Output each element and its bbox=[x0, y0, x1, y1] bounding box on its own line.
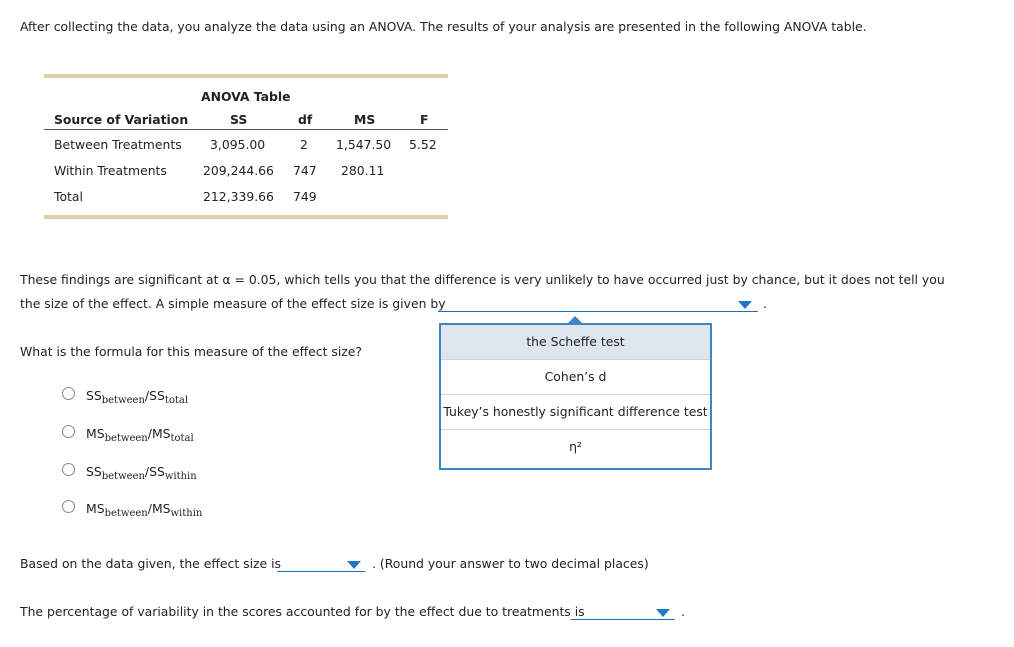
effect-size-label: Based on the data given, the effect size is bbox=[20, 556, 281, 571]
header-df: df bbox=[298, 112, 313, 127]
row-df: 2 bbox=[300, 137, 308, 152]
option-cohens-d[interactable]: Cohen’s d bbox=[441, 360, 710, 395]
header-underline bbox=[44, 129, 448, 130]
intro-text: After collecting the data, you analyze the data using an ANOVA. The results of your analysis are presented in the following ANOVA table. bbox=[20, 19, 867, 34]
header-ss: SS bbox=[230, 112, 248, 127]
formula-label-2: $MS_{between}/MS_{total}$ bbox=[86, 426, 194, 444]
anova-table bbox=[44, 74, 448, 220]
formula-label-3: $SS_{between}/SS_{within}$ bbox=[86, 464, 197, 482]
radio-formula-1[interactable] bbox=[62, 387, 75, 400]
table-title: ANOVA Table bbox=[201, 89, 291, 104]
findings-text-line1: These findings are significant at α = 0.05, which tells you that the difference is very unlikely to have occurred just by chance, but it does not tell you bbox=[20, 272, 945, 287]
findings-text-line2: the size of the effect. A simple measure of the effect size is given by bbox=[20, 296, 446, 311]
row-ss: 3,095.00 bbox=[210, 137, 266, 152]
row-ms: 1,547.50 bbox=[336, 137, 392, 152]
option-tukey-hsd[interactable]: Tukey’s honestly significant difference test bbox=[441, 395, 710, 430]
radio-formula-2[interactable] bbox=[62, 425, 75, 438]
chevron-down-icon[interactable] bbox=[347, 561, 361, 569]
header-f: F bbox=[420, 112, 429, 127]
option-eta-squared[interactable]: η² bbox=[569, 439, 582, 454]
row-source: Within Treatments bbox=[54, 163, 167, 178]
row-ss: 212,339.66 bbox=[203, 189, 274, 204]
percentage-select[interactable] bbox=[571, 605, 675, 620]
table-bottom-rule bbox=[44, 215, 448, 219]
chevron-down-icon[interactable] bbox=[656, 609, 670, 617]
period: . bbox=[763, 296, 767, 311]
effect-size-select[interactable] bbox=[277, 557, 365, 572]
row-df: 747 bbox=[293, 163, 317, 178]
row-source: Between Treatments bbox=[54, 137, 182, 152]
formula-question: What is the formula for this measure of the effect size? bbox=[20, 344, 362, 359]
formula-label-4: $MS_{between}/MS_{within}$ bbox=[86, 501, 203, 519]
radio-formula-4[interactable] bbox=[62, 500, 75, 513]
period: . bbox=[681, 604, 685, 619]
chevron-down-icon[interactable] bbox=[738, 301, 752, 309]
row-ms: 280.11 bbox=[341, 163, 385, 178]
header-ms: MS bbox=[354, 112, 376, 127]
effect-measure-select[interactable] bbox=[438, 297, 758, 312]
rounding-note: . (Round your answer to two decimal places) bbox=[372, 556, 649, 571]
header-source: Source of Variation bbox=[54, 112, 189, 127]
table-top-rule bbox=[44, 74, 448, 78]
percentage-label: The percentage of variability in the scores accounted for by the effect due to treatments is bbox=[20, 604, 585, 619]
row-ss: 209,244.66 bbox=[203, 163, 274, 178]
radio-formula-3[interactable] bbox=[62, 463, 75, 476]
row-source: Total bbox=[54, 189, 83, 204]
formula-label-1: $SS_{between}/SS_{total}$ bbox=[86, 388, 189, 406]
row-f: 5.52 bbox=[409, 137, 437, 152]
row-df: 749 bbox=[293, 189, 317, 204]
effect-measure-options bbox=[439, 323, 712, 470]
dropdown-pointer bbox=[568, 316, 582, 323]
option-scheffe-test[interactable]: the Scheffe test bbox=[441, 325, 710, 360]
